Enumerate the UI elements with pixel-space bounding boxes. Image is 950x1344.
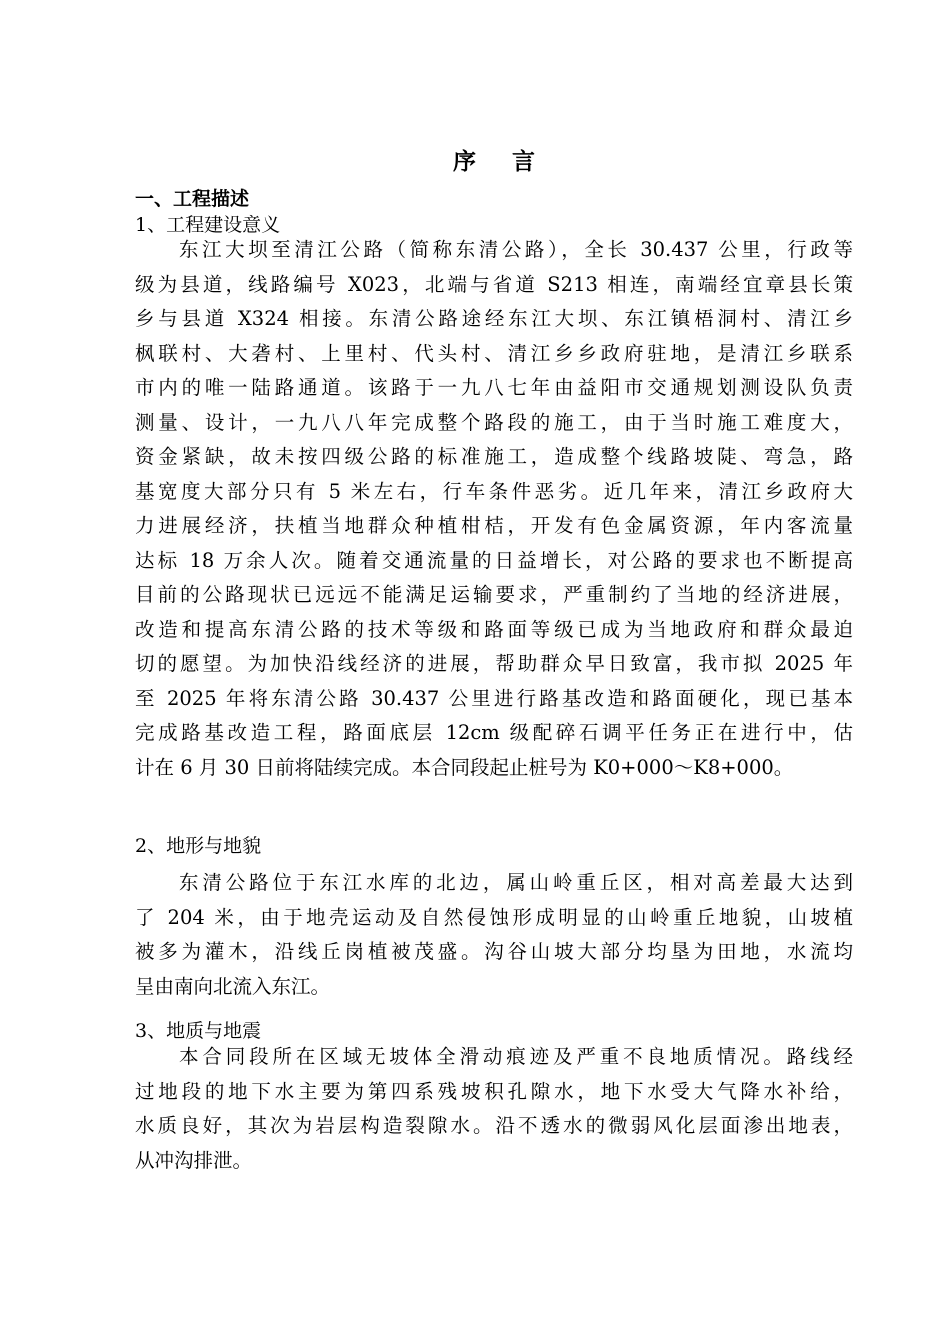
document-title: 序 言 bbox=[452, 149, 549, 175]
subsection-heading-3: 3、地质与地震 bbox=[135, 1020, 262, 1042]
text-line: 枫联村、大砻村、上里村、代头村、清江乡乡政府驻地，是清江乡联系 bbox=[135, 341, 853, 365]
text-line: 力进展经济，扶植当地群众种植柑桔，开发有色金属资源，年内客流量 bbox=[135, 514, 853, 537]
text-line: 过地段的地下水主要为第四系残坡积孔隙水，地下水受大气降水补给， bbox=[135, 1079, 853, 1103]
text-line: 至 2025 年将东清公路 30.437 公里进行路基改造和路面硬化，现已基本 bbox=[135, 686, 853, 710]
subsection-heading-2: 2、地形与地貌 bbox=[135, 835, 262, 857]
text-line: 本合同段所在区域无坡体全滑动痕迹及严重不良地质情况。路线经 bbox=[179, 1045, 853, 1068]
subsection-heading-1: 1、工程建设意义 bbox=[135, 214, 281, 236]
text-line: 乡与县道 X324 相接。东清公路途经东江大坝、东江镇梧洞村、清江乡 bbox=[135, 307, 853, 330]
text-line: 了 204 米，由于地壳运动及自然侵蚀形成明显的山岭重丘地貌，山坡植 bbox=[135, 905, 853, 929]
text-line: 资金紧缺，故未按四级公路的标准施工，造成整个线路坡陡、弯急，路 bbox=[135, 445, 853, 468]
text-line: 从冲沟排泄。 bbox=[135, 1148, 253, 1172]
subsection-body-2 bbox=[135, 866, 853, 1004]
text-line: 呈由南向北流入东江。 bbox=[135, 974, 331, 998]
text-line: 计在 6 月 30 日前将陆续完成。本合同段起止桩号为 K0+000～K8+000。 bbox=[135, 755, 794, 779]
subsection-body-3 bbox=[135, 1040, 853, 1178]
section-heading: 一、工程描述 bbox=[135, 188, 250, 210]
text-line: 测量、设计，一九八八年完成整个路段的施工，由于当时施工难度大， bbox=[135, 410, 853, 434]
text-line: 被多为灌木，沿线丘岗植被茂盛。沟谷山坡大部分均垦为田地，水流均 bbox=[135, 940, 853, 963]
text-line: 目前的公路现状已远远不能满足运输要求，严重制约了当地的经济进展， bbox=[135, 583, 853, 606]
text-line: 东清公路位于东江水库的北边，属山岭重丘区，相对高差最大达到 bbox=[179, 871, 853, 894]
text-line: 切的愿望。为加快沿线经济的进展，帮助群众早日致富，我市拟 2025 年 bbox=[135, 652, 853, 675]
text-line: 基宽度大部分只有 5 米左右，行车条件恶劣。近几年来，清江乡政府大 bbox=[135, 479, 853, 503]
text-line: 市内的唯一陆路通道。该路于一九八七年由益阳市交通规划测设队负责 bbox=[135, 376, 853, 399]
text-line: 水质良好，其次为岩层构造裂隙水。沿不透水的微弱风化层面渗出地表， bbox=[135, 1114, 853, 1137]
text-line: 完成路基改造工程，路面底层 12cm 级配碎石调平任务正在进行中，估 bbox=[135, 721, 853, 744]
text-line: 改造和提高东清公路的技术等级和路面等级已成为当地政府和群众最迫 bbox=[135, 617, 853, 641]
subsection-body-1 bbox=[135, 233, 853, 785]
text-line: 东江大坝至清江公路（简称东清公路），全长 30.437 公里，行政等 bbox=[179, 238, 853, 261]
text-line: 达标 18 万余人次。随着交通流量的日益增长，对公路的要求也不断提高 bbox=[135, 548, 853, 572]
text-line: 级为县道，线路编号 X023，北端与省道 S213 相连，南端经宜章县长策 bbox=[135, 272, 853, 296]
